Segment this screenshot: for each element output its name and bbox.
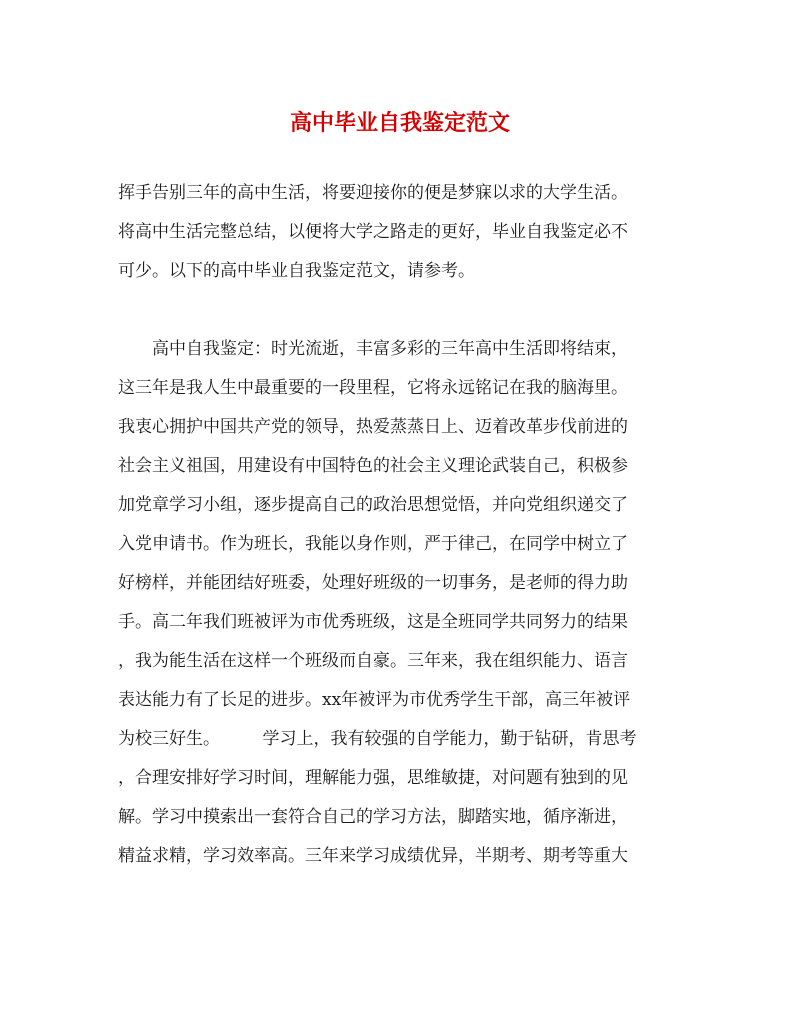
text-line: 好榜样，并能团结好班委，处理好班级的一切事务，是老师的得力助 — [118, 573, 628, 593]
text-line: 可少。以下的高中毕业自我鉴定范文，请参考。 — [118, 261, 475, 281]
text-line: 加党章学习小组，逐步提高自己的政治思想觉悟，并向党组织递交了 — [118, 495, 628, 515]
text-line: 这三年是我人生中最重要的一段里程，它将永远铭记在我的脑海里。 — [118, 378, 628, 398]
text-line: 社会主义祖国，用建设有中国特色的社会主义理论武装自己，积极参 — [118, 456, 628, 476]
text-line: 高中自我鉴定：时光流逝，丰富多彩的三年高中生活即将结束， — [118, 339, 628, 359]
text-line: 表达能力有了长足的进步。xx年被评为市优秀学生干部，高三年被评 — [118, 690, 631, 710]
text-line: 入党申请书。作为班长，我能以身作则，严于律己，在同学中树立了 — [118, 534, 628, 554]
text-line: 手。高二年我们班被评为市优秀班级，这是全班同学共同努力的结果 — [118, 612, 628, 632]
text-line: 挥手告别三年的高中生活，将要迎接你的便是梦寐以求的大学生活。 — [118, 183, 628, 203]
document-title: 高中毕业自我鉴定范文 — [289, 110, 510, 136]
text-line: 为校三好生。 学习上，我有较强的自学能力，勤于钻研，肯思考 — [118, 729, 637, 749]
text-line: ，我为能生活在这样一个班级而自豪。三年来，我在组织能力、语言 — [118, 651, 628, 671]
text-line: ，合理安排好学习时间，理解能力强，思维敏捷，对问题有独到的见 — [118, 768, 628, 788]
text-line: 精益求精，学习效率高。三年来学习成绩优异，半期考、期考等重大 — [118, 846, 628, 866]
text-line: 我衷心拥护中国共产党的领导，热爱蒸蒸日上、迈着改革步伐前进的 — [118, 417, 628, 437]
text-line: 将高中生活完整总结，以便将大学之路走的更好，毕业自我鉴定必不 — [118, 222, 628, 242]
text-line: 解。学习中摸索出一套符合自己的学习方法，脚踏实地，循序渐进， — [118, 807, 628, 827]
